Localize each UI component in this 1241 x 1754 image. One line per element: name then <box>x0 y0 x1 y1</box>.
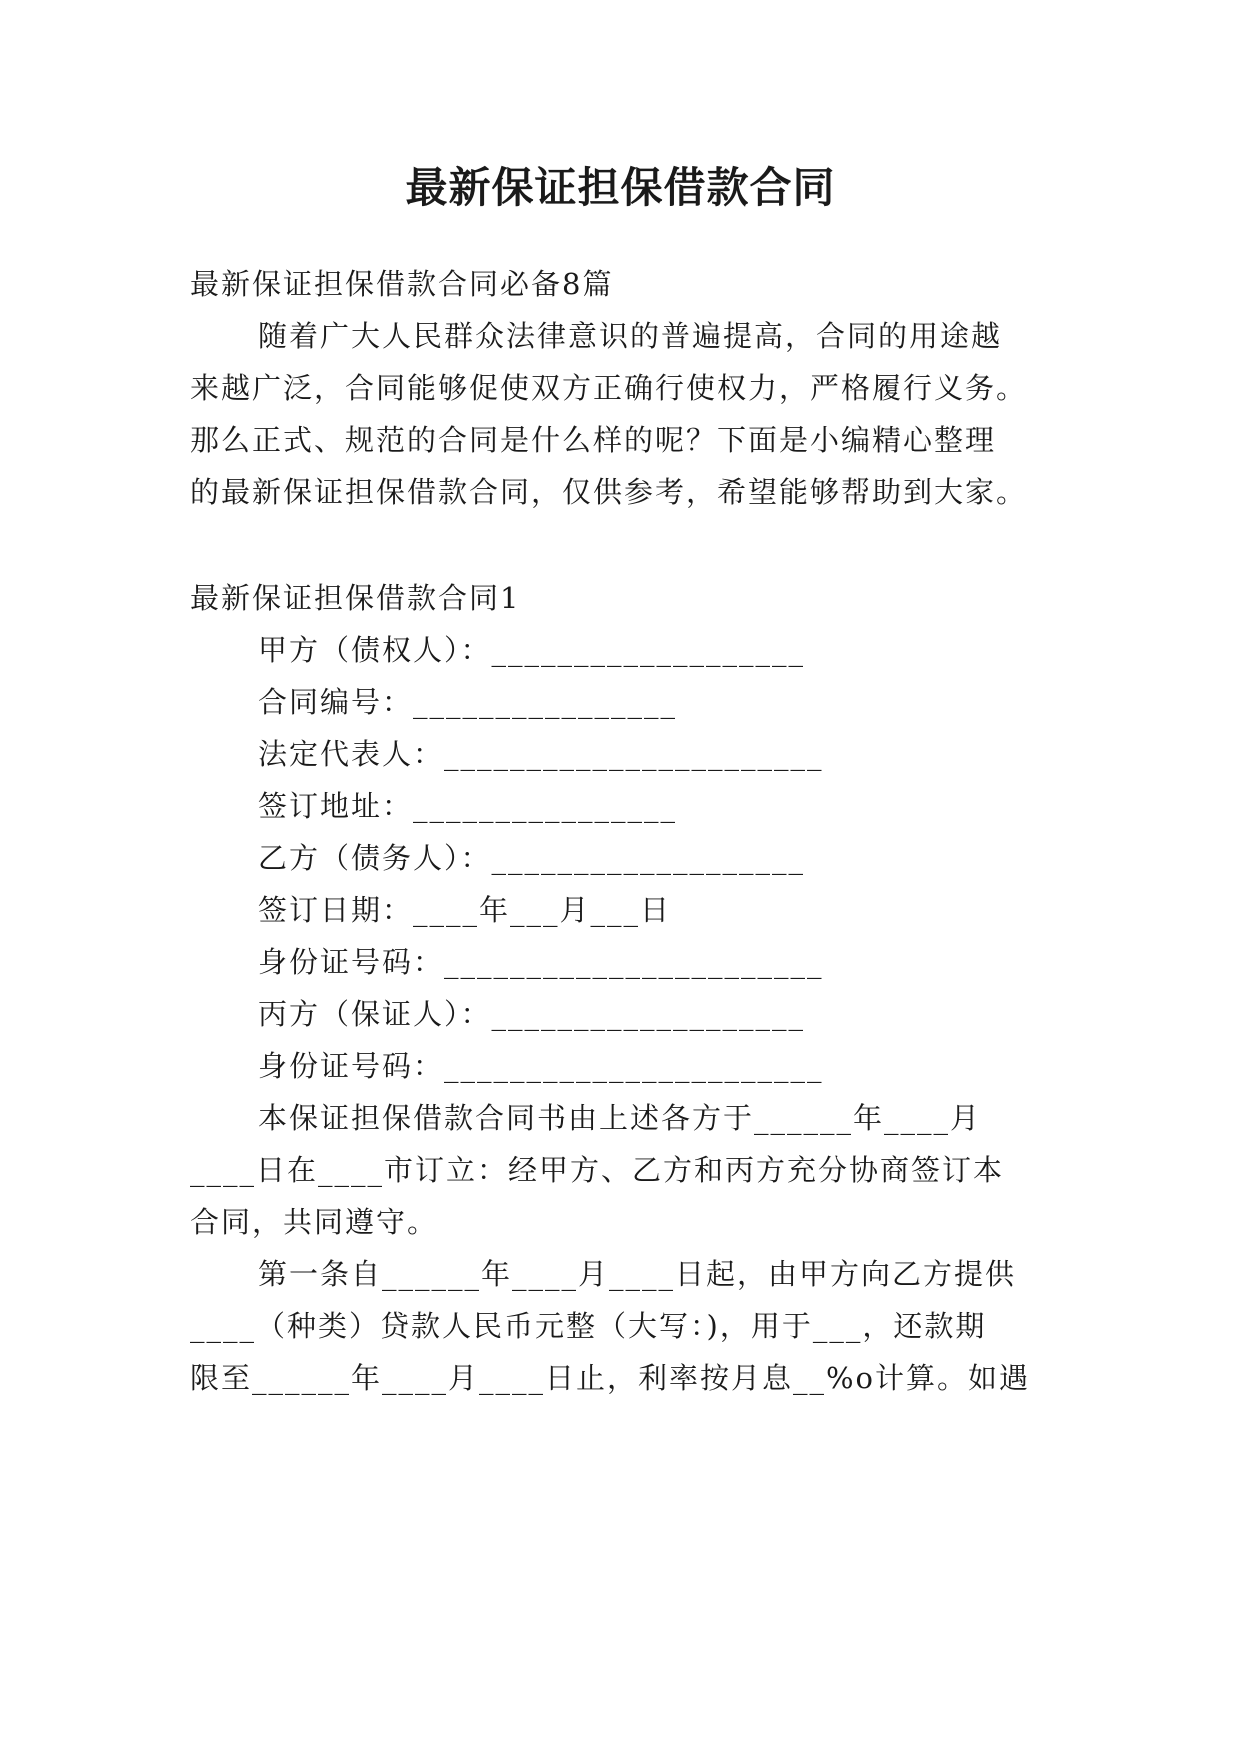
document-title: 最新保证担保借款合同 <box>405 163 836 212</box>
intro-line: 那么正式、规范的合同是什么样的呢？下面是小编精心整理 <box>190 423 997 457</box>
intro-line: 的最新保证担保借款合同，仅供参考，希望能够帮助到大家。 <box>190 475 1028 509</box>
paragraph-line: ____日在____市订立：经甲方、乙方和丙方充分协商签订本 <box>190 1153 1005 1187</box>
field-creditor: 甲方（债权人）：___________________ <box>258 633 806 667</box>
field-id-number: 身份证号码：_______________________ <box>258 945 824 979</box>
field-contract-number: 合同编号：________________ <box>258 685 678 719</box>
field-guarantor: 丙方（保证人）：___________________ <box>258 997 806 1031</box>
section-title: 最新保证担保借款合同1 <box>190 581 521 615</box>
field-signing-date: 签订日期：____年___月___日 <box>258 893 672 927</box>
field-id-number: 身份证号码：_______________________ <box>258 1049 824 1083</box>
paragraph-line: 合同，共同遵守。 <box>190 1205 439 1239</box>
paragraph-line: 限至______年____月____日止，利率按月息__%o计算。如遇 <box>190 1361 1031 1395</box>
paragraph-line: 第一条自______年____月____日起，由甲方向乙方提供 <box>258 1257 1017 1291</box>
paragraph-line: 本保证担保借款合同书由上述各方于______年____月 <box>258 1101 982 1135</box>
field-legal-representative: 法定代表人：_______________________ <box>258 737 824 771</box>
intro-line: 来越广泛，合同能够促使双方正确行使权力，严格履行义务。 <box>190 371 1028 405</box>
paragraph-line: ____（种类）贷款人民币元整（大写：)，用于___，还款期 <box>190 1309 987 1343</box>
field-debtor: 乙方（债务人）：___________________ <box>258 841 806 875</box>
field-signing-address: 签订地址：________________ <box>258 789 678 823</box>
intro-line: 随着广大人民群众法律意识的普遍提高，合同的用途越 <box>258 319 1003 353</box>
document-subtitle: 最新保证担保借款合同必备8篇 <box>190 267 614 301</box>
